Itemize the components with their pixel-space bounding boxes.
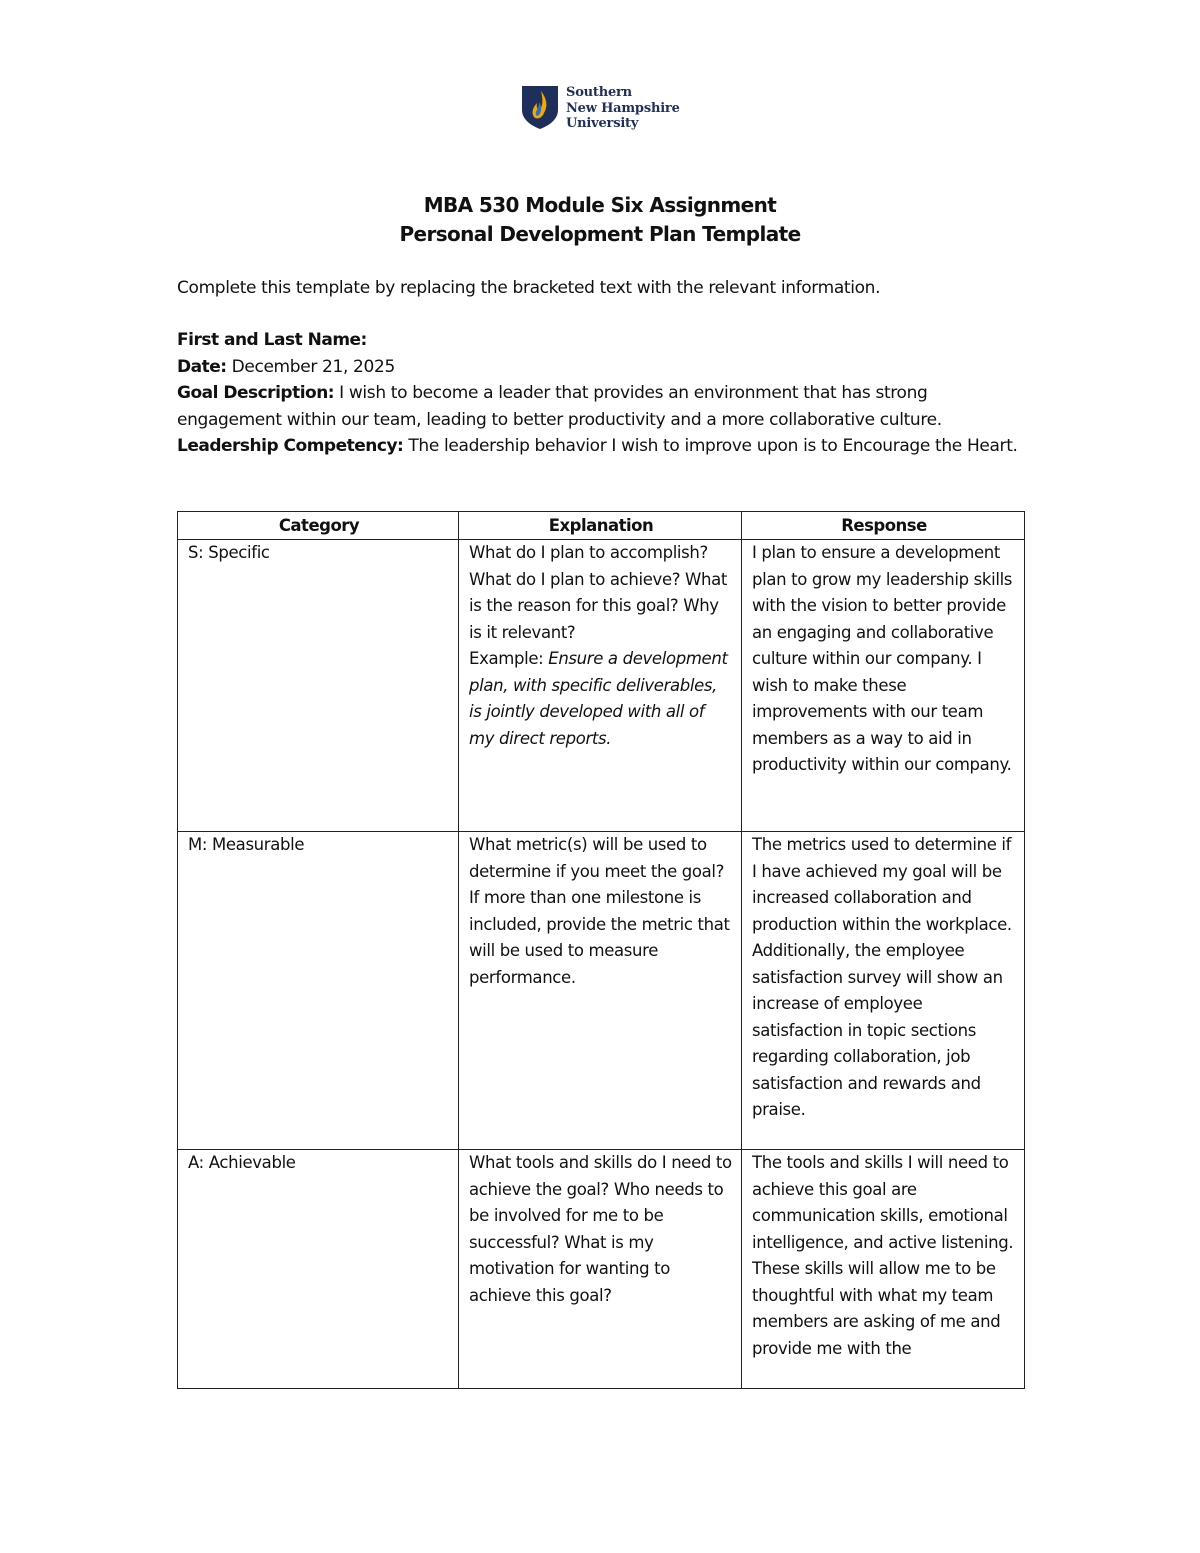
leadership-competency-value: The leadership behavior I wish to improve upon is to Encourage the Heart. [403,436,1018,456]
goal-description-label: Goal Description: [177,383,335,403]
response-cell [742,1150,1025,1389]
category-cell: A: Achievable [178,1150,459,1389]
explanation-cell: What tools and skills do I need to achieve the goal? Who needs to be involved for me to be successful? What is my motivation for wanting to achieve this goal? [459,1150,742,1389]
date-value: December 21, 2025 [226,357,395,377]
response-cell: The metrics used to determine if I have achieved my goal will be increased collaboration and production within the workplace. Additionally, the employee satisfaction survey will show an increase of employee satisfaction in topic sections regarding collaboration, job satisfaction and rewards and praise. [742,832,1025,1150]
header-response: Response [742,512,1025,540]
table-header-row [178,512,1025,540]
logo-wordmark [566,85,680,132]
name-label: First and Last Name: [177,330,367,350]
category-cell: M: Measurable [178,832,459,1150]
goal-description-value: I wish to become a leader that provides an environment that has strong engagement within our team, leading to better productivity and a more collaborative culture. [177,383,942,430]
name-field [177,327,1027,354]
document-subtitle: Personal Development Plan Template [399,222,801,246]
logo-line-2: New Hampshire [566,100,680,116]
date-label: Date: [177,357,227,377]
document-title: MBA 530 Module Six Assignment [423,193,777,217]
header-explanation: Explanation [459,512,742,540]
explanation-cell: What metric(s) will be used to determine if you meet the goal? If more than one milestone is included, provide the metric that will be used to measure performance. [459,832,742,1150]
explanation-text: What do I plan to accomplish? What do I plan to achieve? What is the reason for this goal? Why is it relevant? [469,543,728,642]
response-text: The tools and skills I will need to achieve this goal are communication skills, emotional intelligence, and active listening. These skills will allow me to be thoughtful with what my team members are asking of me and provide me with the [752,1153,1014,1358]
goal-description-field [177,380,1027,433]
example-text: Ensure a development plan, with specific deliverables, is jointly developed with all of my direct reports. [469,649,728,748]
example-label: Example: [469,649,549,668]
logo-line-3: University [566,116,639,131]
leadership-competency-field [177,433,1027,460]
table-row [178,1150,1025,1389]
flame-shield-icon [520,84,560,130]
category-cell: S: Specific [178,540,459,832]
leadership-competency-label: Leadership Competency: [177,436,404,456]
table-row [178,540,1025,832]
explanation-cell [459,540,742,832]
response-cell: I plan to ensure a development plan to grow my leadership skills with the vision to better provide an engaging and collaborative culture within our company. I wish to make these improvements with our team members as a way to aid in productivity within our company. [742,540,1025,832]
logo-line-1: Southern [566,85,632,100]
table-row [178,832,1025,1150]
header-category: Category [178,512,459,540]
date-field [177,354,1027,381]
university-logo [520,84,690,132]
smart-goal-table [177,511,1025,1389]
instructions-text: Complete this template by replacing the bracketed text with the relevant information. [177,278,881,298]
